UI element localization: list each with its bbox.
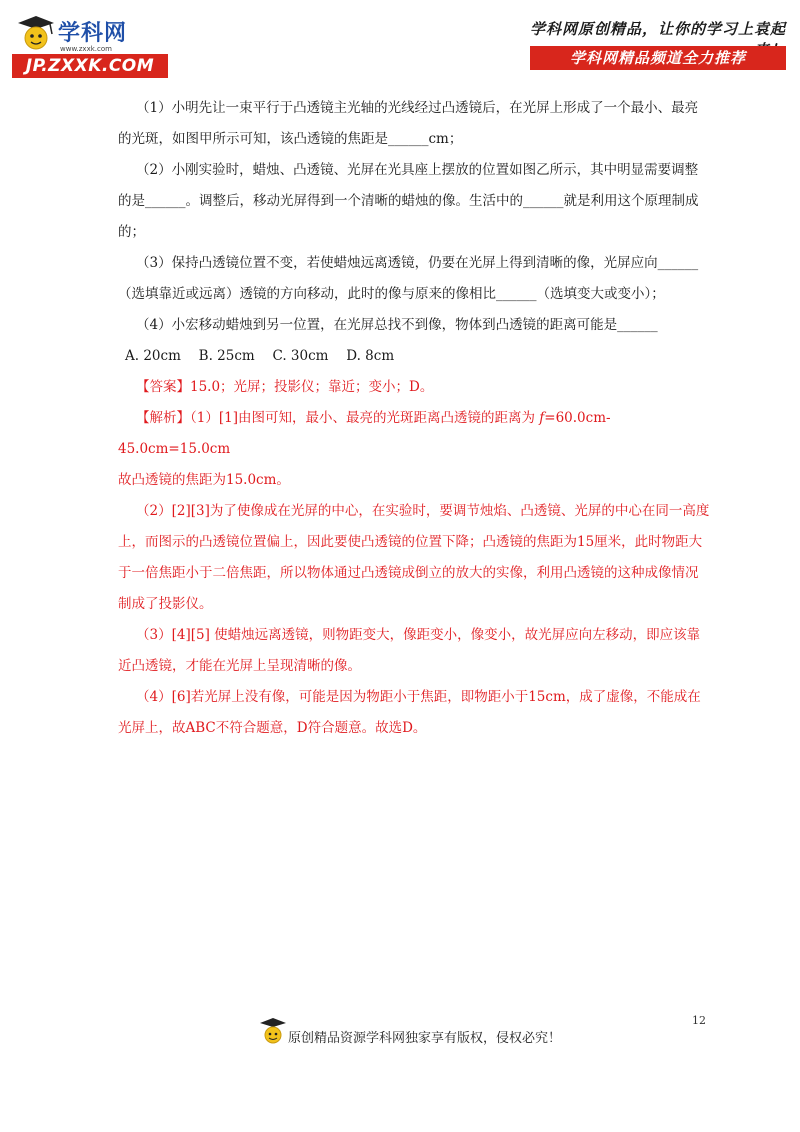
analysis-label: 【解析】 xyxy=(136,410,190,426)
analysis-p1a: （1）[1]由图可知，最小、最亮的光斑距离凸透镜的距离为 xyxy=(190,410,540,426)
mascot-icon xyxy=(258,1016,288,1052)
site-logo xyxy=(12,14,172,78)
analysis-part-4: （4）[6]若光屏上没有像，可能是因为物距小于焦距，即物距小于15cm，成了虚像，不能成在光屏上，故ABC不符合题意，D符合题意。故选D。 xyxy=(118,689,701,736)
logo-text: 学科网 xyxy=(58,21,128,46)
analysis-part-3: （3）[4][5] 使蜡烛远离透镜，则物距变大，像距变小，像变小，故光屏应向左移动，即应该靠近凸透镜，才能在光屏上呈现清晰的像。 xyxy=(118,627,701,674)
focal-symbol: f xyxy=(539,410,545,426)
analysis-part-1 xyxy=(118,403,710,496)
answer-text: 15.0；光屏；投影仪；靠近；变小；D。 xyxy=(190,379,434,395)
page-number: 12 xyxy=(692,1014,706,1027)
header-banner: 学科网精品频道全力推荐 xyxy=(530,46,786,70)
header-slogan: 学科网原创精品，让你的学习上袁起 xyxy=(529,20,786,38)
analysis-p1b: =60.0cm-45.0cm=15.0cm xyxy=(118,410,611,457)
answer-label: 【答案】 xyxy=(136,379,190,395)
analysis-part-2: （2）[2][3]为了使像成在光屏的中心，在实验时，要调节烛焰、凸透镜、光屏的中心在同一高度上，而图示的凸透镜位置偏上，因此要使凸透镜的位置下降；凸透镜的焦距为15厘米，此时物距大于一倍焦距小于二倍焦距，所以物体通过凸透镜成倒立的放大的实像，利用凸透镜的这种成像情况制成了投影仪。 xyxy=(118,503,710,612)
copyright-notice: 原创精品资源学科网独家享有版权，侵权必究！ xyxy=(288,1031,562,1046)
answer-options: A. 20cm B. 25cm C. 30cm D. 8cm xyxy=(125,348,395,364)
question-3: （3）保持凸透镜位置不变，若使蜡烛远离透镜，仍要在光屏上得到清晰的像，光屏应向______（选填靠近或远离）透镜的方向移动，此时的像与原来的像相比______（选填变大或变小）； xyxy=(118,255,699,302)
analysis-p1c: 故凸透镜的焦距为15.0cm。 xyxy=(118,472,290,488)
document-body xyxy=(118,93,710,744)
logo-url: www.zxxk.com xyxy=(60,45,112,53)
mascot-icon xyxy=(16,14,56,58)
question-4: （4）小宏移动蜡烛到另一位置，在光屏总找不到像，物体到凸透镜的距离可能是______ xyxy=(136,317,658,333)
question-2: （2）小刚实验时，蜡烛、凸透镜、光屏在光具座上摆放的位置如图乙所示，其中明显需要调整的是______。调整后，移动光屏得到一个清晰的蜡烛的像。生活中的______就是利用这个原理制成的； xyxy=(118,162,699,240)
question-1: （1）小明先让一束平行于凸透镜主光轴的光线经过凸透镜后，在光屏上形成了一个最小、最亮的光斑，如图甲所示可知，该凸透镜的焦距是______cm； xyxy=(118,100,699,147)
answer-line xyxy=(118,372,710,403)
logo-jp-banner: JP.ZXXK.COM xyxy=(12,54,168,78)
